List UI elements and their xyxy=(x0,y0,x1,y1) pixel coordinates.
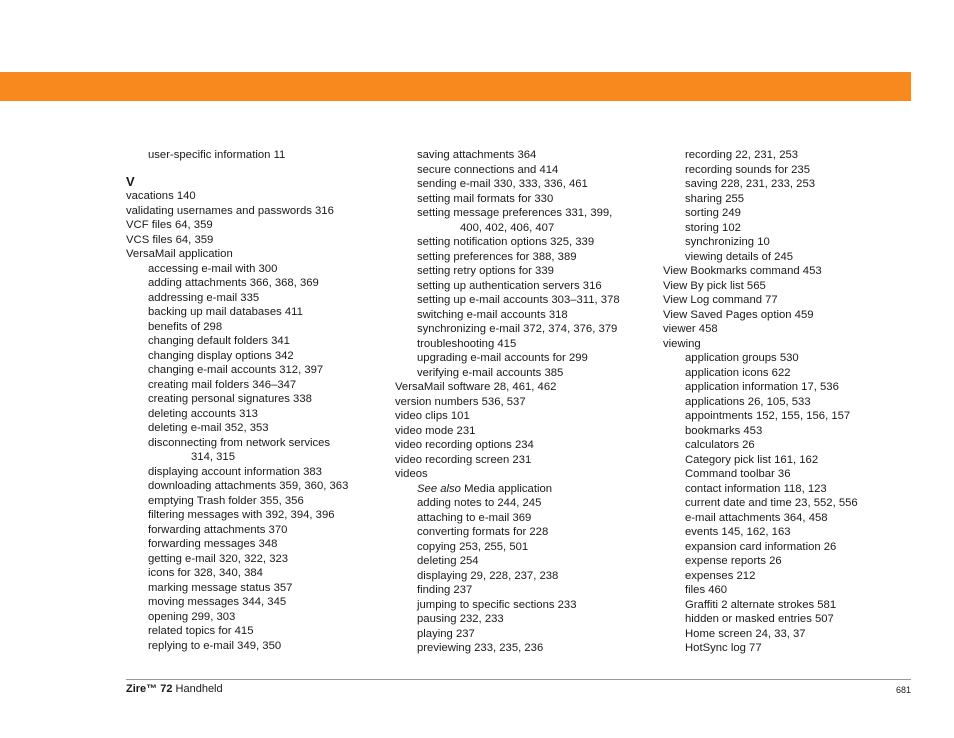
index-entry: recording 22, 231, 253 xyxy=(685,149,799,161)
index-entry: getting e-mail 320, 322, 323 xyxy=(148,552,289,565)
index-entry: changing display options 342 xyxy=(148,349,294,362)
index-entry: setting up authentication servers 316 xyxy=(417,279,602,292)
index-entry: Graffiti 2 alternate strokes 581 xyxy=(685,598,837,611)
index-entry: expansion card information 26 xyxy=(685,540,837,553)
header-banner xyxy=(0,72,911,101)
index-entry: sharing 255 xyxy=(685,192,745,205)
index-letter-heading: V xyxy=(126,173,135,189)
index-entry: backing up mail databases 411 xyxy=(148,306,303,318)
index-entry: sorting 249 xyxy=(685,207,741,219)
index-entry: saving attachments 364 xyxy=(417,149,537,161)
index-entry: storing 102 xyxy=(685,221,741,234)
index-entry: moving messages 344, 345 xyxy=(148,596,287,608)
index-entry: adding notes to 244, 245 xyxy=(417,497,542,509)
index-entry: pausing 232, 233 xyxy=(417,613,504,625)
index-entry: files 460 xyxy=(685,584,728,596)
index-entry: user-specific information 11 xyxy=(148,149,286,161)
index-entry: verifying e-mail accounts 385 xyxy=(417,366,564,379)
index-entry: converting formats for 228 xyxy=(417,526,549,538)
index-column-2 xyxy=(395,148,660,656)
index-entry: video recording options 234 xyxy=(395,439,534,451)
index-entry: benefits of 298 xyxy=(148,320,223,333)
index-entry: filtering messages with 392, 394, 396 xyxy=(148,509,335,521)
index-entry: setting up e-mail accounts 303–311, 378 xyxy=(417,294,620,306)
index-entry: jumping to specific sections 233 xyxy=(417,598,577,611)
index-entry: deleting e-mail 352, 353 xyxy=(148,422,269,434)
index-entry: synchronizing e-mail 372, 374, 376, 379 xyxy=(417,323,618,335)
index-entry: copying 253, 255, 501 xyxy=(417,540,529,553)
index-entry: disconnecting from network services xyxy=(148,436,331,449)
index-entry: creating personal signatures 338 xyxy=(148,393,312,405)
index-entry: Home screen 24, 33, 37 xyxy=(685,627,806,640)
index-entry: recording sounds for 235 xyxy=(685,163,810,176)
index-entry: addressing e-mail 335 xyxy=(148,291,260,304)
index-entry: changing default folders 341 xyxy=(148,335,290,347)
index-entry: displaying 29, 228, 237, 238 xyxy=(417,569,559,582)
index-entry: switching e-mail accounts 318 xyxy=(417,308,568,321)
index-entry: setting retry options for 339 xyxy=(417,265,554,277)
index-entry: video recording screen 231 xyxy=(395,453,532,466)
index-entry: application information 17, 536 xyxy=(685,381,839,393)
index-entry: secure connections and 414 xyxy=(417,163,559,176)
index-entry: related topics for 415 xyxy=(148,625,254,637)
index-entry: viewing xyxy=(663,337,701,350)
index-entry: setting message preferences 331, 399, xyxy=(417,207,613,219)
index-entry: expenses 212 xyxy=(685,569,756,582)
index-entry: events 145, 162, 163 xyxy=(685,526,791,538)
index-entry: displaying account information 383 xyxy=(148,465,322,478)
index-entry: appointments 152, 155, 156, 157 xyxy=(685,410,851,422)
index-entry: video mode 231 xyxy=(395,424,476,437)
index-entry: Category pick list 161, 162 xyxy=(685,453,819,466)
page-number: 681 xyxy=(895,685,911,695)
index-entry: forwarding messages 348 xyxy=(148,538,278,550)
index-entry: downloading attachments 359, 360, 363 xyxy=(148,480,349,492)
index-entry: synchronizing 10 xyxy=(685,236,770,248)
index-entry: 400, 402, 406, 407 xyxy=(460,221,555,234)
index-entry: videos xyxy=(395,468,428,480)
index-entry: Command toolbar 36 xyxy=(685,468,791,480)
index-entry: validating usernames and passwords 316 xyxy=(126,204,334,217)
index-entry: current date and time 23, 552, 556 xyxy=(685,497,858,509)
index-entry: troubleshooting 415 xyxy=(417,337,517,350)
index-entry: View Log command 77 xyxy=(663,294,778,306)
index-entry: contact information 118, 123 xyxy=(685,482,827,495)
index-entry: finding 237 xyxy=(417,584,473,596)
index-entry: viewer 458 xyxy=(663,323,718,335)
index-entry: hidden or masked entries 507 xyxy=(685,613,834,625)
index-entry: icons for 328, 340, 384 xyxy=(148,567,263,579)
index-entry: expense reports 26 xyxy=(685,555,782,567)
index-entry: VersaMail software 28, 461, 462 xyxy=(395,381,557,393)
index-entry: attaching to e-mail 369 xyxy=(417,511,532,524)
index-entry: changing e-mail accounts 312, 397 xyxy=(148,364,324,376)
index-entry: deleting accounts 313 xyxy=(148,407,258,420)
index-entry: e-mail attachments 364, 458 xyxy=(685,511,828,524)
index-entry: creating mail folders 346–347 xyxy=(148,378,297,391)
see-also-label: See also xyxy=(417,482,465,495)
index-entry: opening 299, 303 xyxy=(148,610,236,623)
footer-divider xyxy=(126,679,911,680)
index-entry: upgrading e-mail accounts for 299 xyxy=(417,352,588,364)
index-entry: VCF files 64, 359 xyxy=(126,219,213,231)
index-entry: See also Media application xyxy=(417,482,553,495)
index-entry: viewing details of 245 xyxy=(685,250,794,263)
index-entry: saving 228, 231, 233, 253 xyxy=(685,178,816,190)
index-entry: video clips 101 xyxy=(395,410,470,422)
index-entry: application groups 530 xyxy=(685,352,799,364)
index-entry: VersaMail application xyxy=(126,248,233,260)
index-column-1 xyxy=(126,148,391,653)
product-name: Zire™ 72 xyxy=(126,683,173,695)
index-entry: vacations 140 xyxy=(126,190,196,202)
index-entry: applications 26, 105, 533 xyxy=(685,395,811,408)
index-entry: application icons 622 xyxy=(685,366,791,379)
index-entry: calculators 26 xyxy=(685,439,755,451)
index-entry: previewing 233, 235, 236 xyxy=(417,642,544,654)
index-entry: View Saved Pages option 459 xyxy=(663,308,814,321)
index-entry: bookmarks 453 xyxy=(685,424,763,437)
index-entry: VCS files 64, 359 xyxy=(126,233,214,246)
index-entry: setting mail formats for 330 xyxy=(417,192,554,205)
index-entry: version numbers 536, 537 xyxy=(395,395,526,408)
index-entry: adding attachments 366, 368, 369 xyxy=(148,277,319,289)
index-entry: emptying Trash folder 355, 356 xyxy=(148,494,304,507)
index-entry: View By pick list 565 xyxy=(663,279,766,292)
footer-product xyxy=(126,683,223,695)
index-entry: HotSync log 77 xyxy=(685,642,762,654)
index-entry: 314, 315 xyxy=(191,451,235,463)
product-suffix: Handheld xyxy=(172,683,223,695)
index-entry: accessing e-mail with 300 xyxy=(148,262,278,275)
index-column-3 xyxy=(663,148,928,656)
index-entry: marking message status 357 xyxy=(148,581,293,594)
index-entry: replying to e-mail 349, 350 xyxy=(148,639,282,652)
index-entry: setting notification options 325, 339 xyxy=(417,236,595,248)
index-entry: View Bookmarks command 453 xyxy=(663,265,822,277)
index-entry: forwarding attachments 370 xyxy=(148,523,288,536)
index-entry: deleting 254 xyxy=(417,555,479,567)
index-entry: sending e-mail 330, 333, 336, 461 xyxy=(417,178,588,190)
index-entry: playing 237 xyxy=(417,627,475,640)
index-entry: setting preferences for 388, 389 xyxy=(417,250,577,263)
